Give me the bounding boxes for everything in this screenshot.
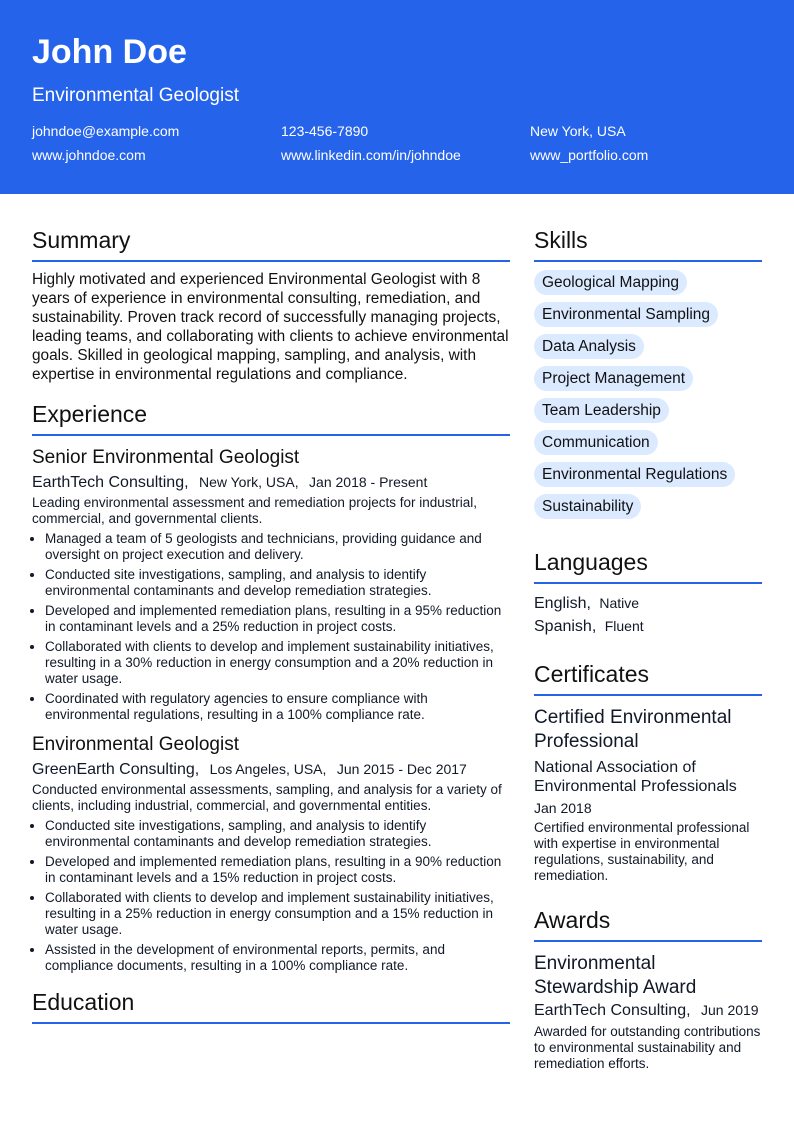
sidebar-column — [534, 224, 762, 1072]
summary-heading: Summary — [32, 224, 510, 262]
award-title: Environmental Stewardship Award — [534, 953, 697, 998]
resume-header — [0, 0, 794, 194]
linkedin-link[interactable]: www.linkedin.com/in/johndoe — [281, 147, 461, 163]
languages-heading: Languages — [534, 546, 762, 584]
candidate-title: Environmental Geologist — [32, 85, 239, 106]
job-title: Environmental Geologist — [32, 734, 239, 755]
job-entry — [32, 733, 510, 974]
language-level: Fluent — [604, 618, 644, 634]
job-entry — [32, 446, 510, 723]
award-date: Jun 2019 — [700, 1002, 759, 1018]
experience-heading: Experience — [32, 398, 510, 436]
language-name: English, — [534, 595, 591, 612]
certificate-issuer: National Association of Environmental Professionals — [534, 759, 737, 795]
job-bullet: • Assisted in the development of environmental reports, permits, and compliance documents, resulting in a 100% compliance rate. — [45, 942, 510, 974]
job-bullet: • Conducted site investigations, sampling, and analysis to identify environmental contaminants and develop remediation strategies. — [45, 567, 510, 599]
job-bullet: • Collaborated with clients to develop and implement sustainability initiatives, resulting in a 30% reduction in energy consumption and a 20% reduction in water usage. — [45, 639, 510, 687]
job-company: GreenEarth Consulting, — [32, 761, 200, 778]
job-company: EarthTech Consulting, — [32, 474, 189, 491]
award-issuer: EarthTech Consulting, — [534, 1002, 691, 1019]
job-dates: Jan 2018 - Present — [309, 474, 428, 490]
job-description: Leading environmental assessment and remediation projects for industrial, commercial, and governmental clients. — [32, 495, 477, 526]
candidate-name: John Doe — [32, 33, 187, 71]
contact-info — [32, 123, 762, 163]
education-heading: Education — [32, 986, 510, 1024]
job-bullet: • Conducted site investigations, sampling, and analysis to identify environmental contaminants and develop remediation strategies. — [45, 818, 510, 850]
main-column — [32, 224, 510, 1072]
job-title: Senior Environmental Geologist — [32, 447, 300, 468]
language-level: Native — [599, 595, 640, 611]
language-name: Spanish, — [534, 618, 597, 635]
skill-tag: Data Analysis — [534, 334, 644, 359]
skill-tag: Project Management — [534, 366, 693, 391]
job-bullet: • Collaborated with clients to develop and implement sustainability initiatives, resulting in a 25% reduction in energy consumption and a 15% reduction in water usage. — [45, 890, 510, 938]
job-bullet: • Developed and implemented remediation plans, resulting in a 90% reduction in contaminant levels and a 15% reduction in project costs. — [45, 854, 510, 886]
awards-heading: Awards — [534, 904, 762, 942]
skill-tag: Environmental Sampling — [534, 302, 718, 327]
certificate-description: Certified environmental professional with expertise in environmental regulations, sustainability, and remediation. — [534, 820, 750, 883]
job-bullets — [32, 818, 510, 974]
job-dates: Jun 2015 - Dec 2017 — [336, 761, 467, 777]
job-bullet: • Coordinated with regulatory agencies to ensure compliance with environmental regulations, resulting in a 100% compliance rate. — [45, 691, 510, 723]
certificates-heading: Certificates — [534, 658, 762, 696]
skill-tag: Environmental Regulations — [534, 462, 735, 487]
skill-tag: Geological Mapping — [534, 270, 687, 295]
job-meta — [32, 472, 510, 493]
certificate-title: Certified Environmental Professional — [534, 707, 732, 752]
website-link[interactable]: www.johndoe.com — [32, 147, 146, 163]
resume-body — [0, 194, 794, 1072]
email-link[interactable]: johndoe@example.com — [32, 123, 180, 139]
job-location: Los Angeles, USA, — [209, 761, 327, 777]
languages-list — [534, 592, 762, 638]
skills-heading: Skills — [534, 224, 762, 262]
location-text: New York, USA — [530, 123, 626, 139]
job-meta — [32, 759, 510, 780]
award-meta — [534, 1002, 762, 1020]
language-item — [534, 592, 762, 615]
skill-tag: Sustainability — [534, 494, 641, 519]
phone-text: 123-456-7890 — [281, 123, 369, 139]
job-bullet: • Managed a team of 5 geologists and technicians, providing guidance and oversight on project execution and delivery. — [45, 531, 510, 563]
job-bullet: • Developed and implemented remediation plans, resulting in a 95% reduction in contaminant levels and a 25% reduction in project costs. — [45, 603, 510, 635]
skill-tag: Communication — [534, 430, 658, 455]
skills-list — [534, 270, 762, 526]
award-description: Awarded for outstanding contributions to environmental sustainability and remediation efforts. — [534, 1024, 761, 1071]
skill-tag: Team Leadership — [534, 398, 669, 423]
job-description: Conducted environmental assessments, sampling, and analysis for a variety of clients, including industrial, commercial, and governmental entities. — [32, 782, 502, 813]
language-item — [534, 615, 762, 638]
portfolio-link[interactable]: www_portfolio.com — [530, 147, 649, 163]
summary-text: Highly motivated and experienced Environmental Geologist with 8 years of experience in environmental consulting, remediation, and sustainability. Proven track record of successfully managing projects, leading teams, and collaborating with clients to achieve environmental goals. Skilled in geological mapping, sampling, and analysis, with expertise in environmental regulations and compliance. — [32, 271, 509, 383]
job-location: New York, USA, — [198, 474, 299, 490]
job-bullets — [32, 531, 510, 723]
certificate-date: Jan 2018 — [534, 800, 592, 816]
